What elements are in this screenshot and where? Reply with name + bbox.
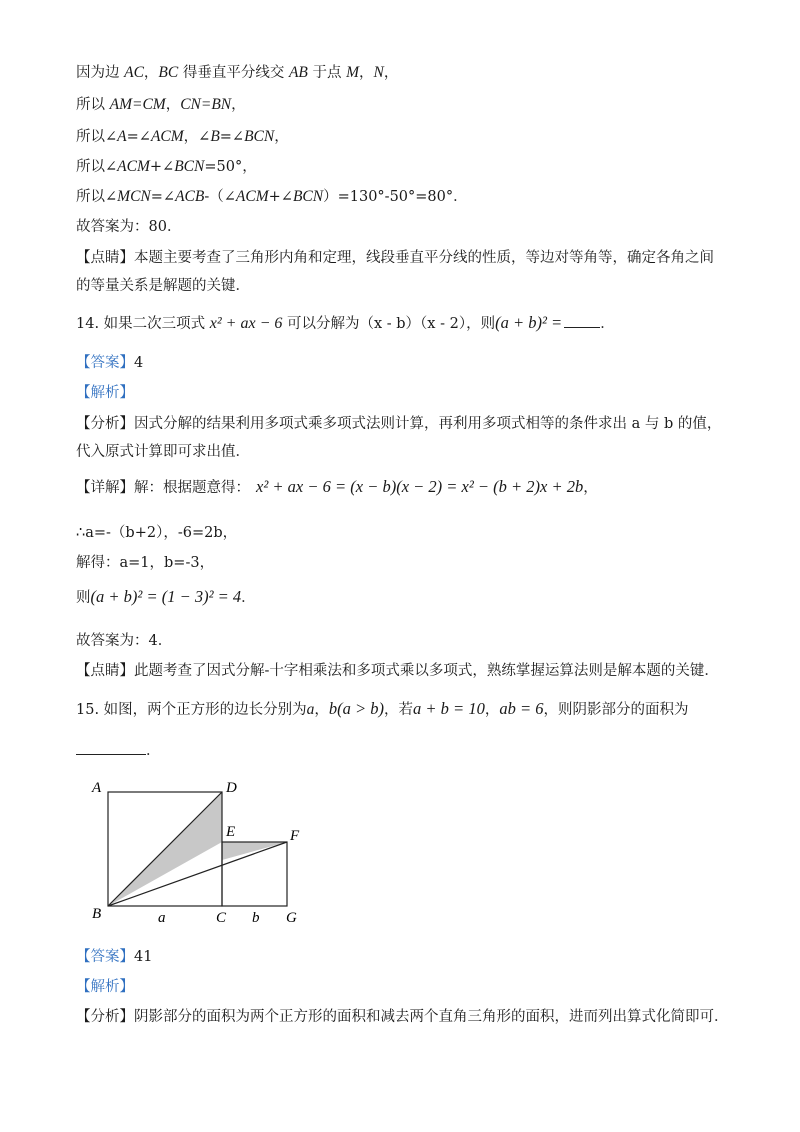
analysis-label-15: 【解析】 [76,979,134,995]
answer-line-13: 故答案为：80． [76,219,182,235]
solution-line-2: 所以 AM=CM，CN=BN， [76,96,246,113]
label-G: G [286,910,297,926]
step-4: 故答案为：4． [76,633,173,649]
shaded-triangle-def [222,842,287,860]
comment-13: 【点睛】本题主要考查了三角形内角和定理，线段垂直平分线的性质，等边对等角等，确定各角之间的等量关系是解题的关键． [76,250,714,294]
answer-14: 【答案】4 [76,355,144,371]
question-14: 14. 如果二次三项式 x² + ax − 6 可以分解为（x - b）（x - 2），则(a + b)² = ． [76,313,615,332]
answer-15: 【答案】41 [76,949,153,965]
label-B: B [92,906,102,922]
analysis-label-14: 【解析】 [76,385,134,401]
solution-line-3: 所以∠A=∠ACM，∠B=∠BCN， [76,128,289,145]
comment-14: 【点睛】此题考查了因式分解-十字相乘法和多项式乘以多项式，熟练掌握运算法则是解本题的关键． [76,663,719,679]
analysis-15: 【分析】阴影部分的面积为两个正方形的面积和减去两个直角三角形的面积，进而列出算式化简即可． [76,1009,729,1025]
answer-blank-15-line: ． [76,740,161,762]
answer-blank-15 [76,742,146,755]
step-2: 解得：a=1，b=-3， [76,555,215,571]
label-F: F [290,828,300,844]
analysis-14: 【分析】因式分解的结果利用多项式乘多项式法则计算，再利用多项式相等的条件求出 a 与 b 的值，代入原式计算即可求出值． [76,416,722,460]
solution-line-5: 所以∠MCN=∠ACB-（∠ACM+∠BCN）=130°-50°=80°． [76,188,468,205]
label-a: a [158,910,166,926]
question-15: 15. 如图，两个正方形的边长分别为a，b(a > b)，若a + b = 10，ab = 6，则阴影部分的面积为 [76,699,689,718]
label-C: C [216,910,227,926]
label-E: E [226,824,236,840]
answer-blank-14 [564,315,600,328]
label-b: b [252,910,260,926]
label-A: A [92,780,102,796]
detail-14: 【详解】解：根据题意得： x² + ax − 6 = (x − b)(x − 2) = x² − (b + 2)x + 2b， [76,477,598,496]
squares-figure [80,772,320,932]
solution-line-4: 所以∠ACM+∠BCN=50°， [76,158,257,175]
label-D: D [226,780,237,796]
step-3: 则(a + b)² = (1 − 3)² = 4． [76,587,256,606]
solution-line-1: 因为边 AC，BC 得垂直平分线交 AB 于点 M，N， [76,64,399,81]
step-1: ∴a=-（b+2），-6=2b， [76,525,238,541]
